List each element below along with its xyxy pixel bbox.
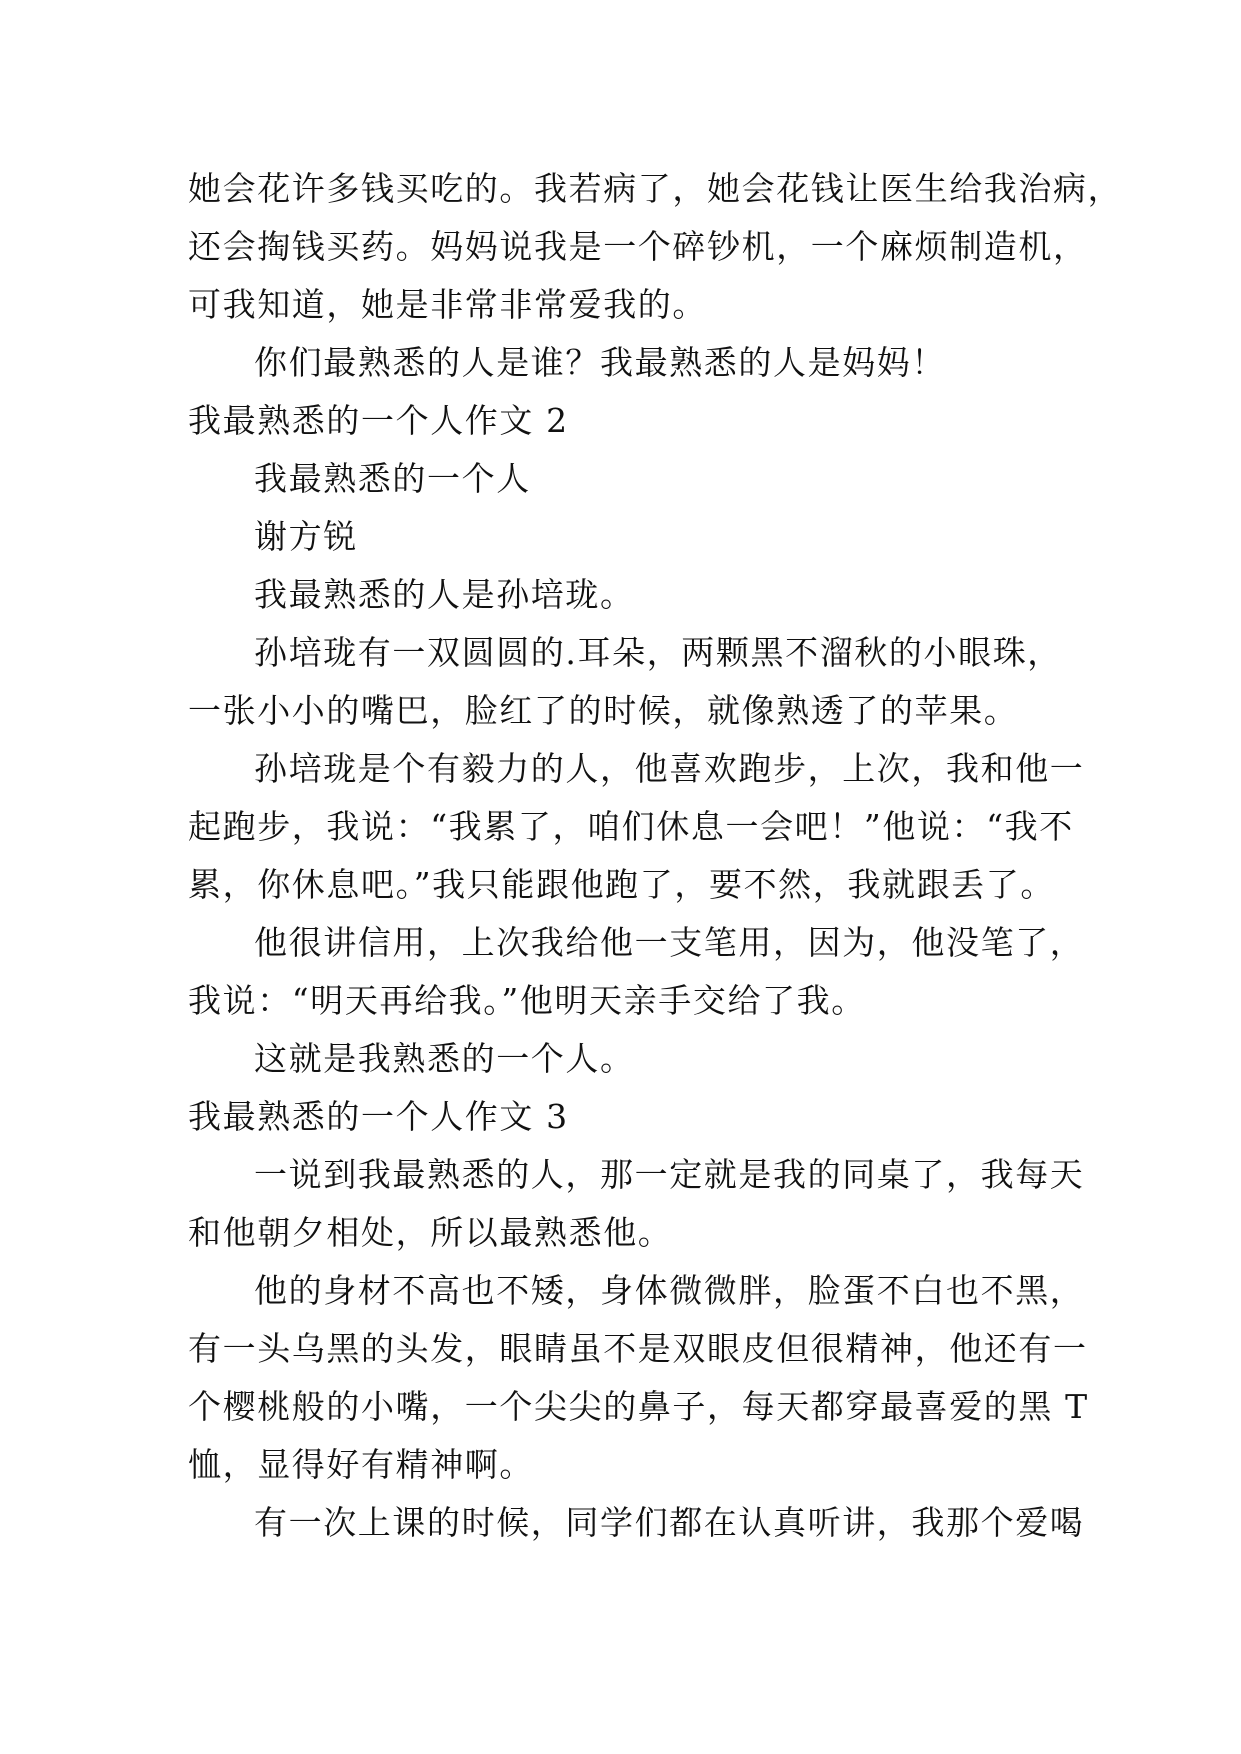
text-line: 个樱桃般的小嘴，一个尖尖的鼻子，每天都穿最喜爱的黑 T <box>188 1387 1089 1426</box>
text-line: 孙培珑是个有毅力的人，他喜欢跑步，上次，我和他一 <box>254 749 1085 788</box>
text-line: 有一次上课的时候，同学们都在认真听讲，我那个爱喝 <box>254 1503 1085 1542</box>
text-line: 我最熟悉的人是孙培珑。 <box>254 575 635 614</box>
section-title: 我最熟悉的一个人作文 3 <box>188 1097 569 1136</box>
text-line: 有一头乌黑的头发，眼睛虽不是双眼皮但很精神，他还有一 <box>188 1329 1088 1368</box>
text-line: 他的身材不高也不矮，身体微微胖，脸蛋不白也不黑， <box>254 1271 1085 1310</box>
text-line: 他很讲信用，上次我给他一支笔用，因为，他没笔了， <box>254 923 1085 962</box>
text-line: 累，你休息吧。”我只能跟他跑了，要不然，我就跟丢了。 <box>188 865 1055 904</box>
text-line: 可我知道，她是非常非常爱我的。 <box>188 285 707 324</box>
text-line: 你们最熟悉的人是谁？我最熟悉的人是妈妈！ <box>254 343 946 382</box>
text-line: 她会花许多钱买吃的。我若病了，她会花钱让医生给我治病， <box>188 169 1123 208</box>
essay-title: 我最熟悉的一个人 <box>254 459 531 498</box>
author-name: 谢方锐 <box>254 517 358 556</box>
text-line: 一张小小的嘴巴，脸红了的时候，就像熟透了的苹果。 <box>188 691 1019 730</box>
text-line: 我说：“明天再给我。”他明天亲手交给了我。 <box>188 981 866 1020</box>
text-line: 起跑步，我说：“我累了，咱们休息一会吧！”他说：“我不 <box>188 807 1074 846</box>
text-line: 还会掏钱买药。妈妈说我是一个碎钞机，一个麻烦制造机， <box>188 227 1088 266</box>
text-line: 恤，显得好有精神啊。 <box>188 1445 534 1484</box>
document-page <box>188 160 1123 1552</box>
text-line: 和他朝夕相处，所以最熟悉他。 <box>188 1213 673 1252</box>
text-line: 一说到我最熟悉的人，那一定就是我的同桌了，我每天 <box>254 1155 1085 1194</box>
section-title: 我最熟悉的一个人作文 2 <box>188 401 569 440</box>
text-line: 孙培珑有一双圆圆的.耳朵，两颗黑不溜秋的小眼珠， <box>254 633 1062 672</box>
text-line: 这就是我熟悉的一个人。 <box>254 1039 635 1078</box>
